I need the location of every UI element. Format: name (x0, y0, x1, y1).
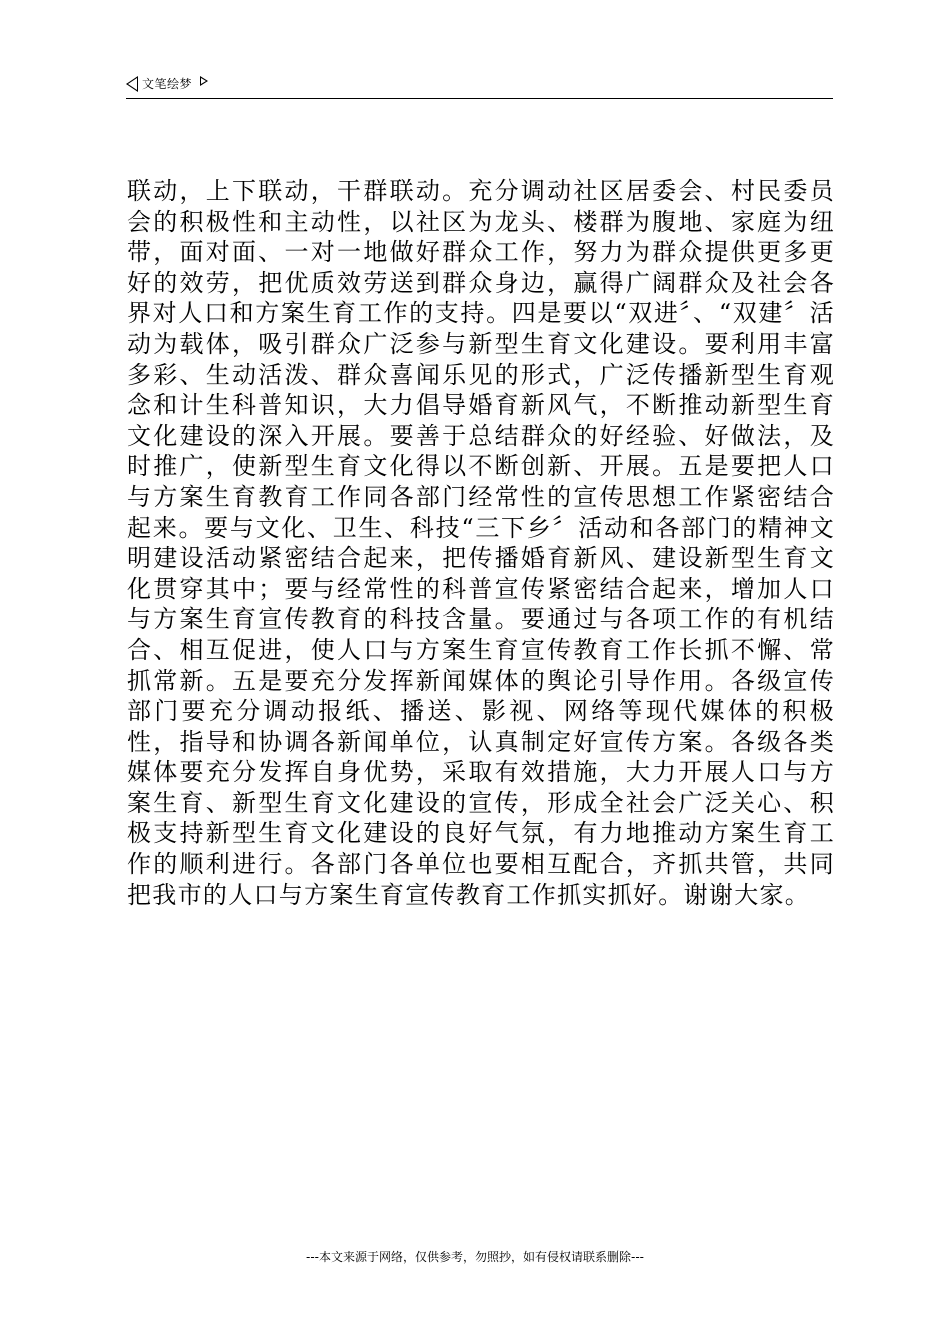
page-footer-disclaimer: ---本文来源于网络，仅供参考，勿照抄，如有侵权请联系删除--- (306, 1250, 644, 1264)
header-brand (126, 76, 208, 92)
page-header (126, 74, 833, 99)
triangle-left-outline-icon (126, 76, 138, 92)
body-paragraph: 联动，上下联动，干群联动。充分调动社区居委会、村民委员会的积极性和主动性，以社区为龙头、楼群为腹地、家庭为纽带，面对面、一对一地做好群众工作，努力为群众提供更多更好的效劳，把优质效劳送到群众身边，赢得广阔群众及社会各界对人口和方案生育工作的支持。四是要以“双进〞、“双建〞活动为载体，吸引群众广泛参与新型生育文化建设。要利用丰富多彩、生动活泼、群众喜闻乐见的形式，广泛传播新型生育观念和计生科普知识，大力倡导婚育新风气，不断推动新型生育文化建设的深入开展。要善于总结群众的好经验、好做法，及时推广，使新型生育文化得以不断创新、开展。五是要把人口与方案生育教育工作同各部门经常性的宣传思想工作紧密结合起来。要与文化、卫生、科技“三下乡〞活动和各部门的精神文明建设活动紧密结合起来，把传播婚育新风、建设新型生育文化贯穿其中；要与经常性的科普宣传紧密结合起来，增加人口与方案生育宣传教育的科技含量。要通过与各项工作的有机结合、相互促进，使人口与方案生育宣传教育工作长抓不懈、常抓常新。五是要充分发挥新闻媒体的舆论引导作用。各级宣传部门要充分调动报纸、播送、影视、网络等现代媒体的积极性，指导和协调各新闻单位，认真制定好宣传方案。各级各类媒体要充分发挥自身优势，采取有效措施，大力开展人口与方案生育、新型生育文化建设的宣传，形成全社会广泛关心、积极支持新型生育文化建设的良好气氛，有力地推动方案生育工作的顺利进行。各部门各单位也要相互配合，齐抓共管，共同把我市的人口与方案生育宣传教育工作抓实抓好。谢谢大家。 (127, 177, 835, 909)
triangle-right-outline-icon (200, 76, 208, 86)
header-title: 文笔绘梦 (142, 77, 193, 91)
